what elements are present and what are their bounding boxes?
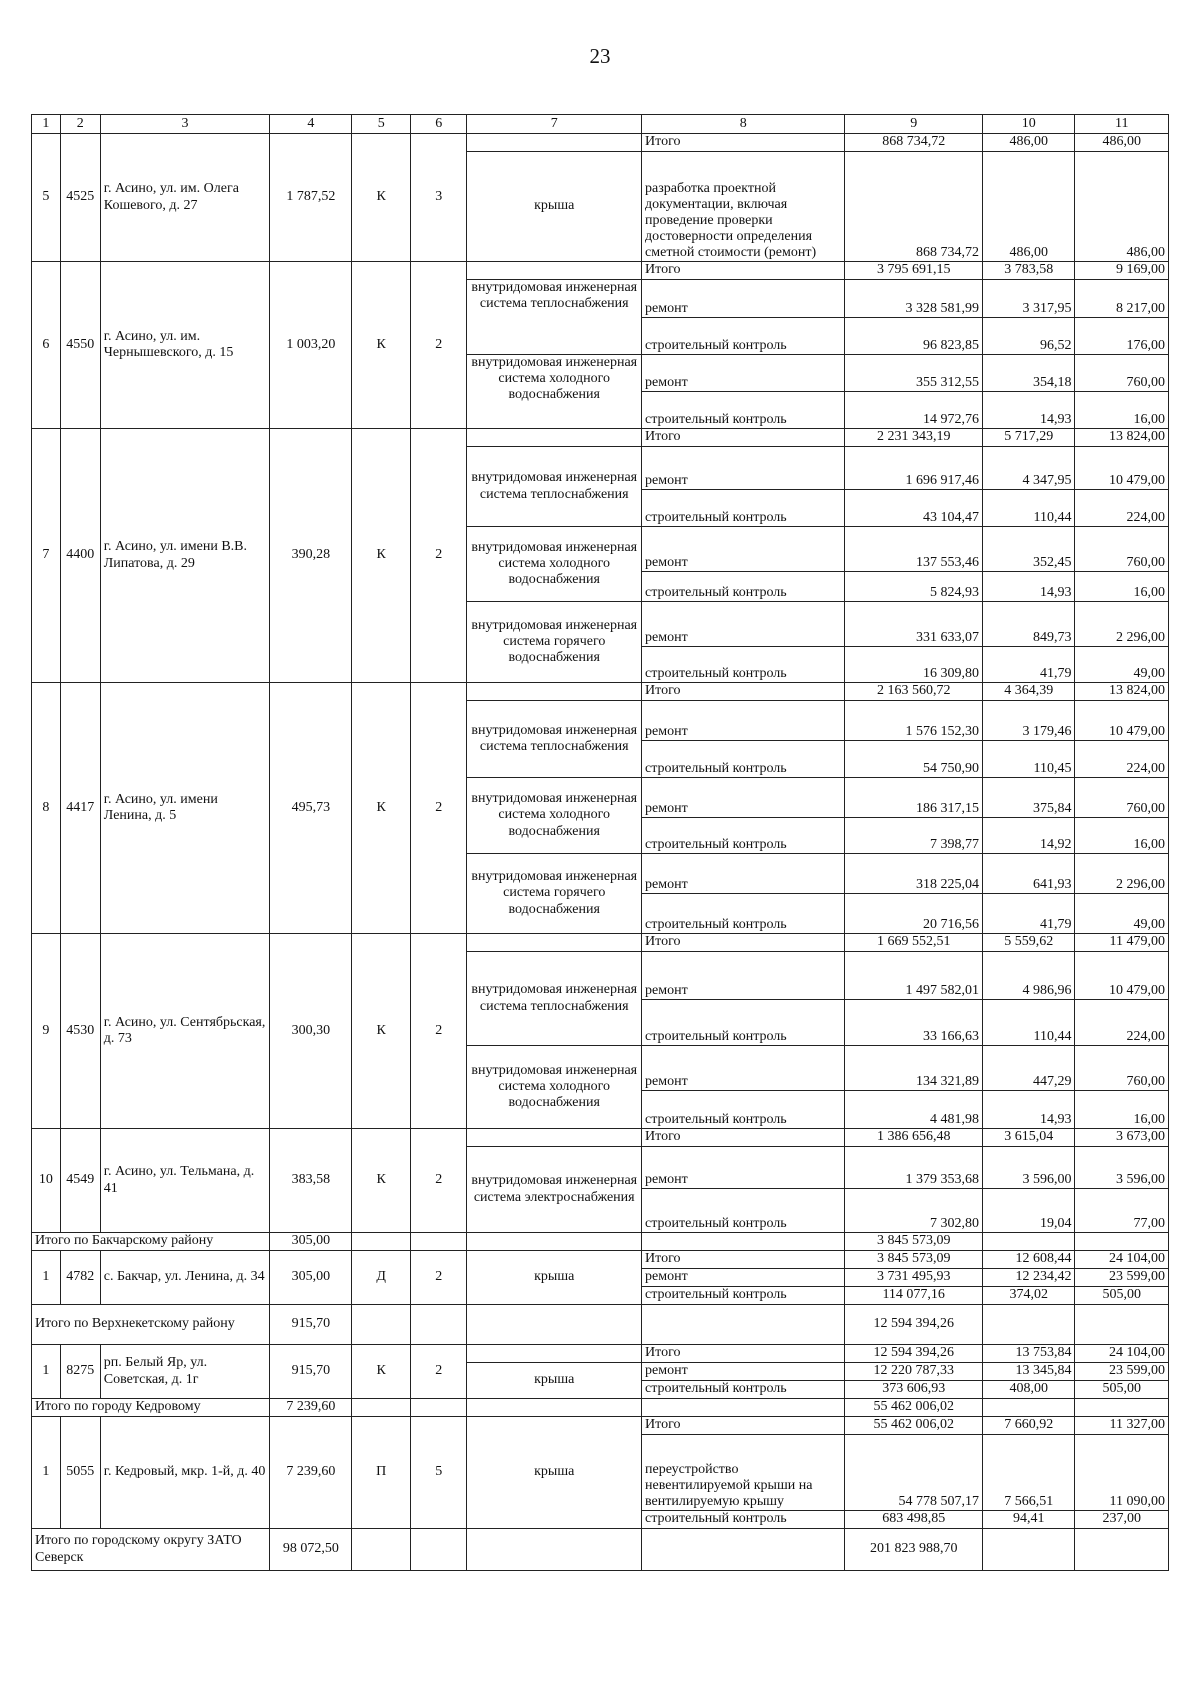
row-number: 1 <box>32 1417 61 1529</box>
table-row <box>32 429 1169 447</box>
building-area: 1 787,52 <box>270 134 352 262</box>
col-header: 3 <box>100 115 269 134</box>
building-type: К <box>352 429 411 683</box>
work-type: ремонт <box>642 778 845 818</box>
work-type: ремонт <box>642 854 845 894</box>
system-name: внутридомовая инженерная система холодного водоснабжения <box>467 778 642 854</box>
empty-cell <box>352 1529 411 1571</box>
building-id: 5055 <box>60 1417 100 1529</box>
max-unit-cost: 486,00 <box>1075 152 1169 262</box>
unit-cost: 12 608,44 <box>983 1251 1075 1269</box>
total-label: Итого <box>642 1251 845 1269</box>
work-type: разработка проектной документации, включая проведение проверки достоверности определения сметной стоимости (ремонт) <box>642 152 845 262</box>
max-unit-cost: 237,00 <box>1075 1511 1169 1529</box>
total-label: Итого <box>642 1417 845 1435</box>
max-unit-cost: 505,00 <box>1075 1381 1169 1399</box>
work-cost: 1 379 353,68 <box>845 1147 983 1189</box>
work-type: строительный контроль <box>642 818 845 854</box>
district-total-label: Итого по городскому округу ЗАТО Северск <box>32 1529 270 1571</box>
unit-cost: 352,45 <box>983 527 1075 572</box>
col-header: 1 <box>32 115 61 134</box>
unit-cost: 41,79 <box>983 647 1075 683</box>
col-header: 8 <box>642 115 845 134</box>
work-type: ремонт <box>642 1147 845 1189</box>
max-unit-cost: 16,00 <box>1075 572 1169 602</box>
empty-cell <box>467 134 642 152</box>
work-cost: 3 328 581,99 <box>845 280 983 318</box>
empty-cell <box>467 1345 642 1363</box>
district-total-area: 915,70 <box>270 1305 352 1345</box>
building-type: К <box>352 262 411 429</box>
building-type: К <box>352 683 411 934</box>
work-cost: 683 498,85 <box>845 1511 983 1529</box>
work-cost: 14 972,76 <box>845 392 983 429</box>
work-type: ремонт <box>642 280 845 318</box>
unit-cost: 374,02 <box>983 1287 1075 1305</box>
total-label: Итого <box>642 934 845 952</box>
max-unit-cost: 11 479,00 <box>1075 934 1169 952</box>
work-type: строительный контроль <box>642 741 845 778</box>
unit-cost: 5 717,29 <box>983 429 1075 447</box>
empty-cell <box>352 1305 411 1345</box>
empty-cell <box>410 1305 466 1345</box>
building-address: г. Асино, ул. имени Ленина, д. 5 <box>100 683 269 934</box>
building-id: 4782 <box>60 1251 100 1305</box>
building-id: 4417 <box>60 683 100 934</box>
floors: 2 <box>410 262 466 429</box>
empty-cell <box>642 1529 845 1571</box>
col-header: 11 <box>1075 115 1169 134</box>
unit-cost: 3 783,58 <box>983 262 1075 280</box>
building-address: г. Асино, ул. Сентябрьская, д. 73 <box>100 934 269 1129</box>
work-cost: 33 166,63 <box>845 1000 983 1046</box>
max-unit-cost: 760,00 <box>1075 778 1169 818</box>
max-unit-cost: 16,00 <box>1075 392 1169 429</box>
unit-cost: 375,84 <box>983 778 1075 818</box>
row-number: 1 <box>32 1345 61 1399</box>
max-unit-cost: 11 090,00 <box>1075 1435 1169 1511</box>
district-total-row <box>32 1529 1169 1571</box>
work-cost: 1 696 917,46 <box>845 447 983 490</box>
building-type: К <box>352 1345 411 1399</box>
work-cost: 54 778 507,17 <box>845 1435 983 1511</box>
total-cost: 868 734,72 <box>845 134 983 152</box>
max-unit-cost: 10 479,00 <box>1075 447 1169 490</box>
total-cost: 3 795 691,15 <box>845 262 983 280</box>
building-id: 8275 <box>60 1345 100 1399</box>
unit-cost: 641,93 <box>983 854 1075 894</box>
unit-cost: 14,93 <box>983 392 1075 429</box>
building-area: 300,30 <box>270 934 352 1129</box>
work-cost: 186 317,15 <box>845 778 983 818</box>
total-cost: 55 462 006,02 <box>845 1417 983 1435</box>
building-area: 383,58 <box>270 1129 352 1233</box>
floors: 2 <box>410 429 466 683</box>
empty-cell <box>983 1305 1075 1345</box>
empty-cell <box>467 934 642 952</box>
total-cost: 2 163 560,72 <box>845 683 983 701</box>
col-header: 7 <box>467 115 642 134</box>
empty-cell <box>467 1129 642 1147</box>
unit-cost: 14,93 <box>983 572 1075 602</box>
system-name: внутридомовая инженерная система горячего водоснабжения <box>467 602 642 683</box>
building-type: П <box>352 1417 411 1529</box>
floors: 2 <box>410 1345 466 1399</box>
unit-cost: 96,52 <box>983 318 1075 355</box>
floors: 2 <box>410 1251 466 1305</box>
empty-cell <box>352 1399 411 1417</box>
empty-cell <box>467 683 642 701</box>
total-label: Итого <box>642 683 845 701</box>
district-total-label: Итого по городу Кедровому <box>32 1399 270 1417</box>
floors: 2 <box>410 1129 466 1233</box>
unit-cost: 110,45 <box>983 741 1075 778</box>
system-name: крыша <box>467 1251 642 1305</box>
work-type: ремонт <box>642 1269 845 1287</box>
district-total-cost: 201 823 988,70 <box>845 1529 983 1571</box>
work-type: строительный контроль <box>642 318 845 355</box>
district-total-label: Итого по Верхнекетскому району <box>32 1305 270 1345</box>
empty-cell <box>467 429 642 447</box>
max-unit-cost: 224,00 <box>1075 490 1169 527</box>
col-header: 10 <box>983 115 1075 134</box>
col-header: 2 <box>60 115 100 134</box>
col-header: 9 <box>845 115 983 134</box>
empty-cell <box>352 1233 411 1251</box>
work-cost: 134 321,89 <box>845 1046 983 1091</box>
work-type: ремонт <box>642 1363 845 1381</box>
system-name: крыша <box>467 152 642 262</box>
work-cost: 16 309,80 <box>845 647 983 683</box>
empty-cell <box>642 1233 845 1251</box>
work-type: строительный контроль <box>642 392 845 429</box>
row-number: 1 <box>32 1251 61 1305</box>
building-address: г. Асино, ул. Тельмана, д. 41 <box>100 1129 269 1233</box>
empty-cell <box>410 1399 466 1417</box>
system-name: крыша <box>467 1417 642 1529</box>
empty-cell <box>467 1399 642 1417</box>
building-area: 305,00 <box>270 1251 352 1305</box>
building-type: К <box>352 134 411 262</box>
max-unit-cost: 3 596,00 <box>1075 1147 1169 1189</box>
district-total-row <box>32 1233 1169 1251</box>
unit-cost: 4 364,39 <box>983 683 1075 701</box>
unit-cost: 3 615,04 <box>983 1129 1075 1147</box>
empty-cell <box>410 1529 466 1571</box>
work-cost: 3 731 495,93 <box>845 1269 983 1287</box>
system-name: внутридомовая инженерная система холодного водоснабжения <box>467 355 642 429</box>
table-row <box>32 1251 1169 1269</box>
empty-cell <box>983 1529 1075 1571</box>
total-cost: 1 669 552,51 <box>845 934 983 952</box>
district-total-cost: 55 462 006,02 <box>845 1399 983 1417</box>
work-cost: 137 553,46 <box>845 527 983 572</box>
max-unit-cost: 23 599,00 <box>1075 1363 1169 1381</box>
work-type: строительный контроль <box>642 1511 845 1529</box>
max-unit-cost: 11 327,00 <box>1075 1417 1169 1435</box>
col-header: 6 <box>410 115 466 134</box>
system-name: внутридомовая инженерная система теплоснабжения <box>467 447 642 527</box>
work-type: строительный контроль <box>642 1189 845 1233</box>
system-name: внутридомовая инженерная система холодного водоснабжения <box>467 527 642 602</box>
empty-cell <box>642 1305 845 1345</box>
building-type: К <box>352 934 411 1129</box>
total-cost: 3 845 573,09 <box>845 1251 983 1269</box>
work-cost: 1 497 582,01 <box>845 952 983 1000</box>
district-total-row <box>32 1305 1169 1345</box>
empty-cell <box>467 1305 642 1345</box>
work-cost: 54 750,90 <box>845 741 983 778</box>
max-unit-cost: 3 673,00 <box>1075 1129 1169 1147</box>
system-name: крыша <box>467 1363 642 1399</box>
row-number: 5 <box>32 134 61 262</box>
work-cost: 355 312,55 <box>845 355 983 392</box>
work-cost: 373 606,93 <box>845 1381 983 1399</box>
work-cost: 12 220 787,33 <box>845 1363 983 1381</box>
total-cost: 2 231 343,19 <box>845 429 983 447</box>
system-name: внутридомовая инженерная система холодного водоснабжения <box>467 1046 642 1129</box>
unit-cost: 110,44 <box>983 1000 1075 1046</box>
unit-cost: 7 566,51 <box>983 1435 1075 1511</box>
unit-cost: 3 317,95 <box>983 280 1075 318</box>
max-unit-cost: 760,00 <box>1075 355 1169 392</box>
header-row <box>32 115 1169 134</box>
work-type: ремонт <box>642 527 845 572</box>
unit-cost: 3 179,46 <box>983 701 1075 741</box>
empty-cell <box>467 1529 642 1571</box>
max-unit-cost: 49,00 <box>1075 894 1169 934</box>
district-total-row <box>32 1399 1169 1417</box>
max-unit-cost: 224,00 <box>1075 1000 1169 1046</box>
empty-cell <box>467 1233 642 1251</box>
work-type: переустройство невентилируемой крыши на вентилируемую крышу <box>642 1435 845 1511</box>
empty-cell <box>983 1233 1075 1251</box>
work-type: ремонт <box>642 447 845 490</box>
work-type: строительный контроль <box>642 1091 845 1129</box>
floors: 2 <box>410 683 466 934</box>
unit-cost: 110,44 <box>983 490 1075 527</box>
district-total-area: 98 072,50 <box>270 1529 352 1571</box>
empty-cell <box>983 1399 1075 1417</box>
building-area: 915,70 <box>270 1345 352 1399</box>
building-address: г. Кедровый, мкр. 1-й, д. 40 <box>100 1417 269 1529</box>
row-number: 7 <box>32 429 61 683</box>
work-cost: 318 225,04 <box>845 854 983 894</box>
unit-cost: 354,18 <box>983 355 1075 392</box>
max-unit-cost: 224,00 <box>1075 741 1169 778</box>
building-id: 4549 <box>60 1129 100 1233</box>
building-type: Д <box>352 1251 411 1305</box>
work-type: ремонт <box>642 355 845 392</box>
unit-cost: 13 345,84 <box>983 1363 1075 1381</box>
work-cost: 1 576 152,30 <box>845 701 983 741</box>
work-type: строительный контроль <box>642 572 845 602</box>
work-cost: 114 077,16 <box>845 1287 983 1305</box>
row-number: 8 <box>32 683 61 934</box>
building-address: с. Бакчар, ул. Ленина, д. 34 <box>100 1251 269 1305</box>
total-cost: 12 594 394,26 <box>845 1345 983 1363</box>
building-id: 4400 <box>60 429 100 683</box>
work-type: строительный контроль <box>642 1287 845 1305</box>
max-unit-cost: 77,00 <box>1075 1189 1169 1233</box>
unit-cost: 12 234,42 <box>983 1269 1075 1287</box>
table-row <box>32 934 1169 952</box>
unit-cost: 41,79 <box>983 894 1075 934</box>
unit-cost: 14,93 <box>983 1091 1075 1129</box>
building-area: 390,28 <box>270 429 352 683</box>
unit-cost: 7 660,92 <box>983 1417 1075 1435</box>
empty-cell <box>1075 1529 1169 1571</box>
max-unit-cost: 176,00 <box>1075 318 1169 355</box>
table-row <box>32 683 1169 701</box>
unit-cost: 13 753,84 <box>983 1345 1075 1363</box>
table-row <box>32 1345 1169 1363</box>
max-unit-cost: 16,00 <box>1075 1091 1169 1129</box>
max-unit-cost: 13 824,00 <box>1075 683 1169 701</box>
work-type: строительный контроль <box>642 1000 845 1046</box>
work-type: ремонт <box>642 602 845 647</box>
work-type: строительный контроль <box>642 490 845 527</box>
unit-cost: 19,04 <box>983 1189 1075 1233</box>
building-address: г. Асино, ул. им. Олега Кошевого, д. 27 <box>100 134 269 262</box>
max-unit-cost: 760,00 <box>1075 527 1169 572</box>
building-address: г. Асино, ул. им. Чернышевского, д. 15 <box>100 262 269 429</box>
district-total-area: 7 239,60 <box>270 1399 352 1417</box>
row-number: 10 <box>32 1129 61 1233</box>
table-row <box>32 1129 1169 1147</box>
system-name: внутридомовая инженерная система теплоснабжения <box>467 952 642 1046</box>
total-label: Итого <box>642 262 845 280</box>
district-total-cost: 12 594 394,26 <box>845 1305 983 1345</box>
max-unit-cost: 2 296,00 <box>1075 854 1169 894</box>
max-unit-cost: 10 479,00 <box>1075 701 1169 741</box>
floors: 5 <box>410 1417 466 1529</box>
empty-cell <box>1075 1399 1169 1417</box>
work-cost: 5 824,93 <box>845 572 983 602</box>
building-type: К <box>352 1129 411 1233</box>
work-type: строительный контроль <box>642 1381 845 1399</box>
system-name: внутридомовая инженерная система электроснабжения <box>467 1147 642 1233</box>
total-label: Итого <box>642 134 845 152</box>
building-address: рп. Белый Яр, ул. Советская, д. 1г <box>100 1345 269 1399</box>
building-id: 4550 <box>60 262 100 429</box>
row-number: 6 <box>32 262 61 429</box>
max-unit-cost: 24 104,00 <box>1075 1251 1169 1269</box>
max-unit-cost: 49,00 <box>1075 647 1169 683</box>
total-label: Итого <box>642 1345 845 1363</box>
table-row <box>32 1417 1169 1435</box>
unit-cost: 486,00 <box>983 152 1075 262</box>
work-cost: 7 302,80 <box>845 1189 983 1233</box>
unit-cost: 4 347,95 <box>983 447 1075 490</box>
max-unit-cost: 505,00 <box>1075 1287 1169 1305</box>
work-cost: 43 104,47 <box>845 490 983 527</box>
district-total-label: Итого по Бакчарскому району <box>32 1233 270 1251</box>
max-unit-cost: 24 104,00 <box>1075 1345 1169 1363</box>
total-label: Итого <box>642 1129 845 1147</box>
max-unit-cost: 16,00 <box>1075 818 1169 854</box>
row-number: 9 <box>32 934 61 1129</box>
work-type: ремонт <box>642 952 845 1000</box>
max-unit-cost: 2 296,00 <box>1075 602 1169 647</box>
max-unit-cost: 23 599,00 <box>1075 1269 1169 1287</box>
work-type: ремонт <box>642 1046 845 1091</box>
unit-cost: 849,73 <box>983 602 1075 647</box>
max-unit-cost: 8 217,00 <box>1075 280 1169 318</box>
building-id: 4525 <box>60 134 100 262</box>
system-name: внутридомовая инженерная система горячего водоснабжения <box>467 854 642 934</box>
work-cost: 868 734,72 <box>845 152 983 262</box>
col-header: 4 <box>270 115 352 134</box>
unit-cost: 3 596,00 <box>983 1147 1075 1189</box>
work-cost: 7 398,77 <box>845 818 983 854</box>
unit-cost: 408,00 <box>983 1381 1075 1399</box>
work-cost: 4 481,98 <box>845 1091 983 1129</box>
empty-cell <box>1075 1233 1169 1251</box>
unit-cost: 14,92 <box>983 818 1075 854</box>
col-header: 5 <box>352 115 411 134</box>
max-unit-cost: 486,00 <box>1075 134 1169 152</box>
unit-cost: 94,41 <box>983 1511 1075 1529</box>
empty-cell <box>410 1233 466 1251</box>
floors: 3 <box>410 134 466 262</box>
max-unit-cost: 10 479,00 <box>1075 952 1169 1000</box>
building-id: 4530 <box>60 934 100 1129</box>
floors: 2 <box>410 934 466 1129</box>
total-cost: 1 386 656,48 <box>845 1129 983 1147</box>
max-unit-cost: 760,00 <box>1075 1046 1169 1091</box>
total-label: Итого <box>642 429 845 447</box>
work-type: ремонт <box>642 701 845 741</box>
work-cost: 20 716,56 <box>845 894 983 934</box>
empty-cell <box>642 1399 845 1417</box>
empty-cell <box>467 262 642 280</box>
building-area: 7 239,60 <box>270 1417 352 1529</box>
building-area: 495,73 <box>270 683 352 934</box>
capital-repair-table <box>31 114 1169 1571</box>
page-number: 23 <box>589 44 611 68</box>
unit-cost: 4 986,96 <box>983 952 1075 1000</box>
work-cost: 331 633,07 <box>845 602 983 647</box>
table-row <box>32 262 1169 280</box>
unit-cost: 447,29 <box>983 1046 1075 1091</box>
system-name: внутридомовая инженерная система теплоснабжения <box>467 280 642 355</box>
work-type: строительный контроль <box>642 647 845 683</box>
district-total-cost: 3 845 573,09 <box>845 1233 983 1251</box>
building-area: 1 003,20 <box>270 262 352 429</box>
work-cost: 96 823,85 <box>845 318 983 355</box>
district-total-area: 305,00 <box>270 1233 352 1251</box>
max-unit-cost: 13 824,00 <box>1075 429 1169 447</box>
unit-cost: 486,00 <box>983 134 1075 152</box>
building-address: г. Асино, ул. имени В.В. Липатова, д. 29 <box>100 429 269 683</box>
unit-cost: 5 559,62 <box>983 934 1075 952</box>
max-unit-cost: 9 169,00 <box>1075 262 1169 280</box>
table-row <box>32 134 1169 152</box>
system-name: внутридомовая инженерная система теплоснабжения <box>467 701 642 778</box>
work-type: строительный контроль <box>642 894 845 934</box>
empty-cell <box>1075 1305 1169 1345</box>
